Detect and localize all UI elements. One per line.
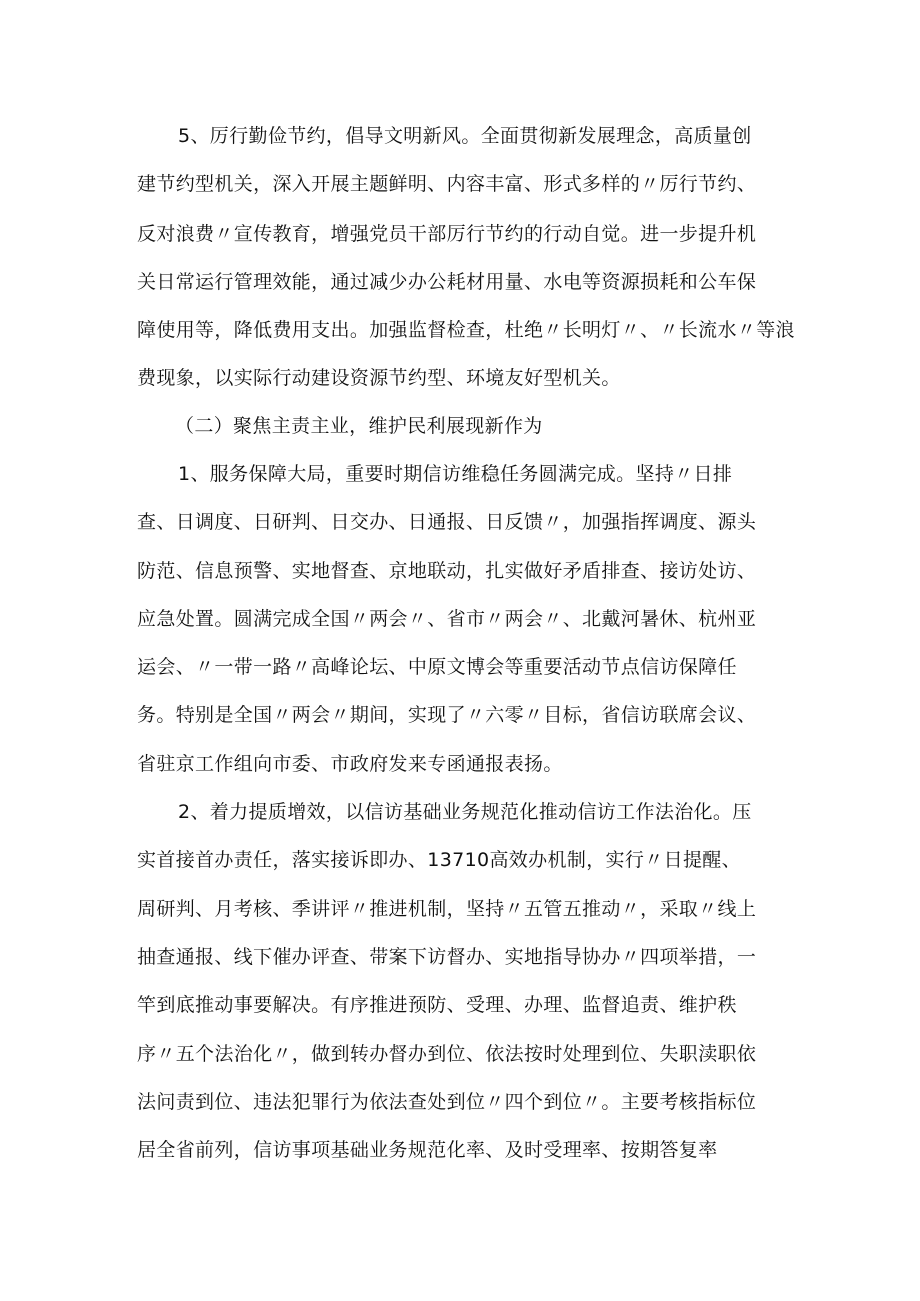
paragraph-1-line-5: 运会、〃一带一路〃高峰论坛、中原文博会等重要活动节点信访保障任	[137, 656, 737, 678]
paragraph-2-line-1: 2、着力提质增效，以信访基础业务规范化推动信访工作法治化。压	[178, 801, 752, 823]
paragraph-1-line-3: 防范、信息预警、实地督查、京地联动，扎实做好矛盾排查、接访处访、	[137, 560, 757, 582]
paragraph-1-line-2: 查、日调度、日研判、日交办、日通报、日反馈〃，加强指挥调度、源头	[137, 511, 757, 533]
paragraph-5-line-4: 关日常运行管理效能，通过减少办公耗材用量、水电等资源损耗和公车保	[137, 271, 757, 293]
paragraph-1-line-1: 1、服务保障大局，重要时期信访维稳任务圆满完成。坚持〃日排	[178, 463, 733, 485]
paragraph-5-line-1: 5、厉行勤俭节约，倡导文明新风。全面贯彻新发展理念，高质量创	[178, 125, 752, 147]
paragraph-2-line-2: 实首接首办责任，落实接诉即办、13710高效办机制，实行〃日提醒、	[137, 849, 741, 871]
paragraph-5-line-2: 建节约型机关，深入开展主题鲜明、内容丰富、形式多样的〃厉行节约、	[137, 173, 757, 195]
paragraph-2-line-5: 竿到底推动事要解决。有序推进预防、受理、办理、监督追责、维护秩	[137, 994, 737, 1016]
paragraph-1-line-6: 务。特别是全国〃两会〃期间，实现了〃六零〃目标，省信访联席会议、	[137, 704, 757, 726]
paragraph-5-line-6: 费现象，以实际行动建设资源节约型、环境友好型机关。	[137, 367, 621, 389]
section-heading: （二）聚焦主责主业，维护民利展现新作为	[175, 415, 543, 437]
paragraph-1-line-7: 省驻京工作组向市委、市政府发来专函通报表扬。	[137, 753, 563, 775]
paragraph-2-line-8: 居全省前列，信访事项基础业务规范化率、及时受理率、按期答复率	[137, 1139, 718, 1161]
paragraph-1-line-4: 应急处置。圆满完成全国〃两会〃、省市〃两会〃、北戴河暑休、杭州亚	[137, 608, 757, 630]
paragraph-5-line-3: 反对浪费〃宣传教育，增强党员干部厉行节约的行动自觉。进一步提升机	[137, 223, 757, 245]
paragraph-5-line-5: 障使用等，降低费用支出。加强监督检查，杜绝〃长明灯〃、〃长流水〃等浪	[137, 319, 795, 341]
paragraph-2-line-4: 抽查通报、线下催办评查、带案下访督办、实地指导协办〃四项举措，一	[137, 946, 757, 968]
paragraph-2-line-3: 周研判、月考核、季讲评〃推进机制，坚持〃五管五推动〃，采取〃线上	[137, 898, 757, 920]
paragraph-2-line-7: 法问责到位、违法犯罪行为依法查处到位〃四个到位〃。主要考核指标位	[137, 1091, 757, 1113]
paragraph-2-line-6: 序〃五个法治化〃，做到转办督办到位、依法按时处理到位、失职渎职依	[137, 1043, 757, 1065]
